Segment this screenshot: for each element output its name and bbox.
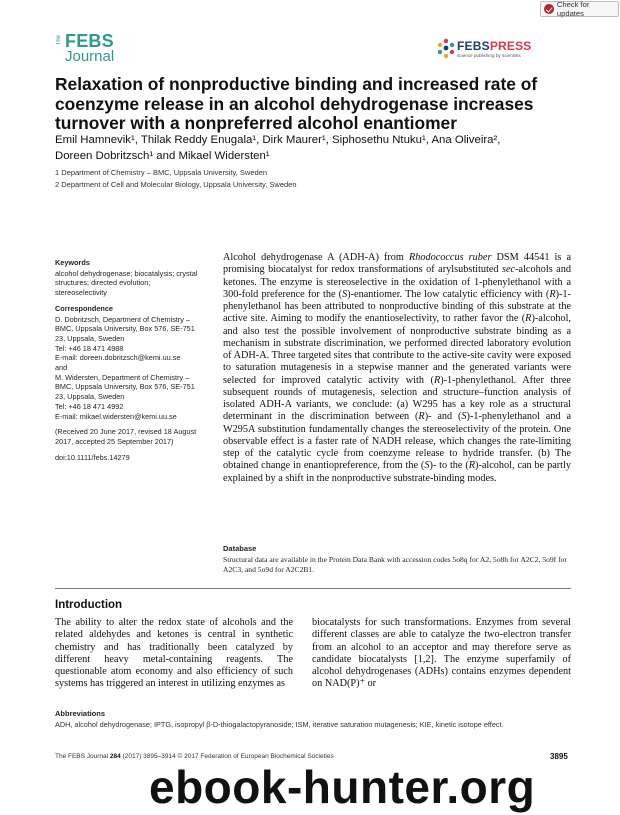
abstract-text: -alcohols and ketones. The enzyme is stereoselective in the oxidation of 1-phenylethanol with a 300-fold preference for the ( <box>223 264 571 300</box>
febs-press-dots-icon <box>436 38 456 60</box>
correspondence-line: 23, Uppsala, Sweden <box>55 392 125 402</box>
abstract-text: )-1-phenylethanol and a W295A substitution fundamentally changes the stereoselectivity of the protein. One observable effect is a faster rate of NADH release, which changes the rate-limiting step of the catalytic cycle from coenzyme release to hydride transfer. (b) The obtained change in enantiopreference, from the ( <box>223 411 571 472</box>
doi-link[interactable]: doi:10.1111/febs.14279 <box>55 452 130 462</box>
email-link[interactable]: E-mail: doreen.dobritzsch@kemi.uu.se <box>55 353 181 363</box>
title-line: turnover with a nonpreferred alcohol enantiomer <box>55 113 457 133</box>
watermark: ebook-hunter.org <box>149 761 536 813</box>
database-text: Structural data are available in the Protein Data Bank with accession codes 5o8q for A2, 5o8h for A2C2, 5o9f for A2C3, and 5o9d for A2C2B1. <box>223 555 567 574</box>
affiliation-item: 2 Department of Cell and Molecular Biology, Uppsala University, Sweden <box>55 179 297 189</box>
correspondence-line: Tel: +46 18 471 4992 <box>55 401 124 411</box>
section-divider <box>55 588 571 589</box>
abstract-text: )- and ( <box>424 411 462 423</box>
correspondence-heading: Correspondence <box>55 303 113 313</box>
check-for-updates-button[interactable] <box>540 1 619 17</box>
correspondence-line: 23, Uppsala, Sweden <box>55 333 125 343</box>
febs-press-name <box>457 39 532 53</box>
article-sidebar <box>55 258 215 462</box>
abstract-text: )-enantiomer. The low catalytic efficiency with ( <box>347 288 550 300</box>
abstract-text: )-1-phenylethanol. After three subsequent rounds of mutagenesis, selection and structure–function analysis of isolated ADH-A variants, we conclude: (a) W295 has a key role as a structural determinant in the discrimination between ( <box>223 374 571 423</box>
febs-press-tagline: science publishing by scientists <box>457 53 521 58</box>
email-link[interactable]: E-mail: mikael.widersten@kemi.uu.se <box>55 411 177 421</box>
correspondence-line: and <box>55 363 68 373</box>
authors-line: Emil Hamnevik¹, Thilak Reddy Enugala¹, Dirk Maurer¹, Siphosethu Ntuku¹, Ana Oliveira², <box>55 134 501 146</box>
keywords-line: stereoselectivity <box>55 288 107 298</box>
keywords-heading: Keywords <box>55 258 90 267</box>
abstract-text: DSM 44541 is a promising biocatalyst for redox transformations of arylsubstituted <box>223 252 571 276</box>
abstract-italic: S <box>424 460 430 472</box>
correspondence-line: Tel: +46 18 471 4988 <box>55 343 124 353</box>
author-list <box>55 133 575 164</box>
keywords-line: alcohol dehydrogenase; biocatalysis; crystal <box>55 268 198 278</box>
abstract-italic: R <box>468 460 476 472</box>
abstract-italic: sec <box>502 264 516 276</box>
correspondence-line: M. Widersten, Department of Chemistry – <box>55 372 190 382</box>
footer-volume: 284 <box>109 753 121 760</box>
abstract-italic: R <box>418 411 425 423</box>
abstract-italic: R <box>549 288 556 300</box>
introduction-heading: Introduction <box>55 599 123 611</box>
journal-logo-the: The <box>56 35 62 46</box>
received-block <box>55 427 215 446</box>
abbreviations-text: ADH, alcohol dehydrogenase; IPTG, isopropyl β-D-thiogalactopyranoside; ISM, iterative saturation mutagenesis; KIE, kinetic isotope effect. <box>55 720 504 729</box>
check-for-updates-label: Check for updates <box>556 0 590 18</box>
correspondence-block <box>55 304 215 421</box>
abbreviations-heading: Abbreviations <box>55 709 106 718</box>
journal-logo <box>56 31 126 69</box>
abstract-text: )-alcohol, and also test the possible involvement of nonproductive substrate binding as a mechanism in substrate discrimination, we performed directed laboratory evolution of ADH-A. Three targeted sites that contribute to the active-site cavity were exposed to saturation mutagenesis in a stepwise manner and the generated variants were selected for improved catalytic activity with ( <box>223 313 571 386</box>
abstract-italic: S <box>461 411 467 423</box>
received-line: 2017, accepted 25 September 2017) <box>55 436 174 446</box>
keywords-line: structures; directed evolution; <box>55 278 151 288</box>
abstract-italic: R <box>525 313 532 325</box>
organism-name: Rhodococcus ruber <box>408 252 492 263</box>
abstract-text: )- to the ( <box>429 460 469 472</box>
correspondence-line: BMC, Uppsala University, Box 576, SE-751 <box>55 324 195 334</box>
database-block <box>223 544 571 575</box>
title-line: Relaxation of nonproductive binding and increased rate of <box>55 74 538 94</box>
febs-press-febs: FEBS <box>457 39 490 53</box>
database-heading: Database <box>223 544 257 553</box>
check-updates-icon <box>544 4 554 14</box>
abstract-text: )-alcohol, can be partly explained by a shift in the nonproductive substrate-binding modes. <box>223 460 571 484</box>
correspondence-line: BMC, Uppsala University, Box 576, SE-751 <box>55 382 195 392</box>
introduction-column-left: The ability to alter the redox state of alcohols and the related aldehydes and ketones is central in synthetic chemistry and has traditionally been catalyzed by different heavy metal-containing reagents. The questionable atom economy and also efficiency of such systems has triggered an interest in utilizing enzymes as <box>55 617 293 690</box>
febs-press-press: PRESS <box>489 39 532 53</box>
received-line: (Received 20 June 2017, revised 18 August <box>55 427 197 437</box>
journal-logo-febs: FEBS <box>65 31 114 51</box>
abstract-text: )-1-phenylethanol has been attributed to nonproductive binding of this substrate at the active site. Aiming to modify the enantioselectivity, to rather favor the ( <box>223 288 571 325</box>
abstract-text: Alcohol dehydrogenase A (ADH-A) from <box>223 252 409 263</box>
febs-press-logo <box>436 38 546 64</box>
affiliations <box>55 167 575 190</box>
abstract-italic: R <box>433 374 441 386</box>
abstract-italic: S <box>342 288 348 300</box>
authors-line: Doreen Dobritzsch¹ and Mikael Widersten¹ <box>55 149 270 162</box>
footer-rest: (2017) 3895–3914 © 2017 Federation of European Biochemical Societies <box>120 753 334 760</box>
page-footer <box>55 753 334 760</box>
title-line: coenzyme release in an alcohol dehydrogenase increases <box>55 93 534 114</box>
affiliation-item: 1 Department of Chemistry – BMC, Uppsala University, Sweden <box>55 168 268 177</box>
page-number: 3895 <box>550 752 568 761</box>
article-title <box>55 75 575 134</box>
abstract <box>223 252 571 485</box>
keywords-block <box>55 258 215 298</box>
footer-journal: The FEBS Journal <box>55 753 110 760</box>
introduction-column-right: biocatalysts for such transformations. Enzymes from several different classes are able to catalyze the two-electron transfer from an alcohol to an acceptor and may therefore serve as candidate biocatalysts [1,2]. The enzyme superfamily of alcohol dehydrogenases (ADHs) contains enzymes dependent on NAD(P)⁺ or <box>312 617 571 690</box>
journal-logo-journal: Journal <box>65 48 115 65</box>
correspondence-line: D. Dobritzsch, Department of Chemistry – <box>55 314 191 324</box>
